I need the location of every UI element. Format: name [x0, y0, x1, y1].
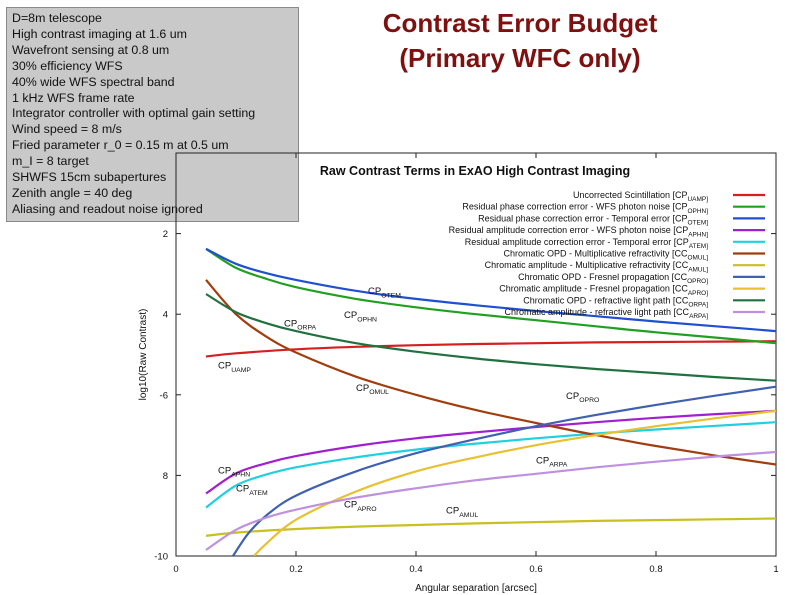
annotation-opro: $CP_{OPRO}$ [566, 390, 600, 405]
annotation-aphn: $CP_{APHN}$ [218, 465, 251, 479]
annotation-otem: $CP_{OTEM}$ [368, 286, 401, 300]
chart-title: Raw Contrast Terms in ExAO High Contrast Imaging [319, 164, 631, 178]
legend-label-omul: Chromatic OPD - Multiplicative refractivity [$CC_{OMUL]}$ [503, 248, 708, 262]
x-tick-label: 1 [773, 564, 779, 575]
annotation-atem: $CP_{ATEM}$ [236, 483, 268, 497]
y-tick-label: 4 [162, 309, 168, 321]
param-line: High contrast imaging at 1.6 um [12, 26, 187, 41]
param-line: 40% wide WFS spectral band [12, 74, 175, 89]
slide-title-line1: Contrast Error Budget [382, 8, 658, 38]
x-tick-label: 0 [173, 564, 179, 575]
x-axis-label: Angular separation [arcsec] [415, 583, 537, 594]
legend-label-apro: Chromatic amplitude - Fresnel propagation [$CC_{APRO]}$ [499, 283, 708, 297]
y-tick-label: 8 [162, 470, 168, 482]
series-line-apro [254, 411, 776, 556]
legend-label-ophn: Residual phase correction error - WFS photon noise [$CP_{OPHN]}$ [462, 201, 708, 215]
y-tick-label: -10 [154, 551, 168, 563]
y-axis-label: log10(Raw Contrast) [138, 308, 149, 401]
annotation-amul: $CP_{AMUL}$ [446, 505, 479, 520]
annotation-ophn: $CP_{OPHN}$ [344, 310, 377, 324]
y-tick-label: 2 [162, 229, 168, 241]
annotation-apro: $CP_{APRO}$ [344, 499, 377, 513]
annotation-omul: $CP_{OMUL}$ [356, 382, 389, 397]
x-tick-label: 0.2 [289, 564, 303, 575]
series-line-uamp [206, 341, 776, 356]
param-line: 1 kHz WFS frame rate [12, 90, 135, 105]
annotation-arpa: $CP_{ARPA}$ [536, 455, 568, 469]
legend-label-opro: Chromatic OPD - Fresnel propagation [$CC_{OPRO]}$ [518, 271, 708, 286]
param-line: Integrator controller with optimal gain setting [12, 106, 256, 121]
param-line: Wavefront sensing at 0.8 um [12, 42, 170, 57]
series-line-arpa [206, 452, 776, 550]
x-tick-label: 0.8 [649, 564, 663, 575]
legend-label-uamp: Uncorrected Scintillation [$CP_{UAMP]}$ [572, 190, 708, 204]
legend-label-amul: Chromatic amplitude - Multiplicative refractivity [$CC_{AMUL]}$ [484, 260, 708, 274]
x-tick-label: 0.6 [529, 564, 543, 575]
legend-label-orpa: Chromatic OPD - refractive light path [$CC_{ORPA]}$ [523, 295, 708, 309]
param-line: 30% efficiency WFS [12, 58, 123, 73]
legend-label-aphn: Residual amplitude correction error - WFS photon noise [$CP_{APHN]}$ [448, 225, 708, 239]
param-line: Fried parameter r_0 = 0.15 m at 0.5 um [12, 138, 229, 153]
legend-label-otem: Residual phase correction error - Temporal error [$CP_{OTEM]}$ [478, 213, 708, 227]
x-tick-label: 0.4 [409, 564, 423, 575]
param-line: SHWFS 15cm subapertures [12, 170, 167, 185]
series-line-amul [206, 519, 776, 536]
y-tick-label: -6 [159, 390, 168, 402]
param-line: Zenith angle = 40 deg [12, 185, 133, 200]
annotation-orpa: $CP_{ORPA}$ [284, 318, 317, 332]
series-line-opro [233, 387, 776, 556]
param-line: D=8m telescope [12, 11, 102, 25]
param-line: Wind speed = 8 m/s [12, 122, 122, 137]
legend-label-arpa: Chromatic amplitude - refractive light path [$CC_{ARPA]}$ [504, 307, 708, 321]
slide-title-line2: (Primary WFC only) [399, 43, 641, 73]
legend-label-atem: Residual amplitude correction error - Temporal error [$CP_{ATEM]}$ [464, 236, 708, 250]
legend [449, 190, 765, 320]
param-line: Aliasing and readout noise ignored [12, 201, 203, 216]
param-line: m_I = 8 target [12, 154, 89, 169]
annotation-uamp: $CP_{UAMP}$ [218, 360, 251, 374]
